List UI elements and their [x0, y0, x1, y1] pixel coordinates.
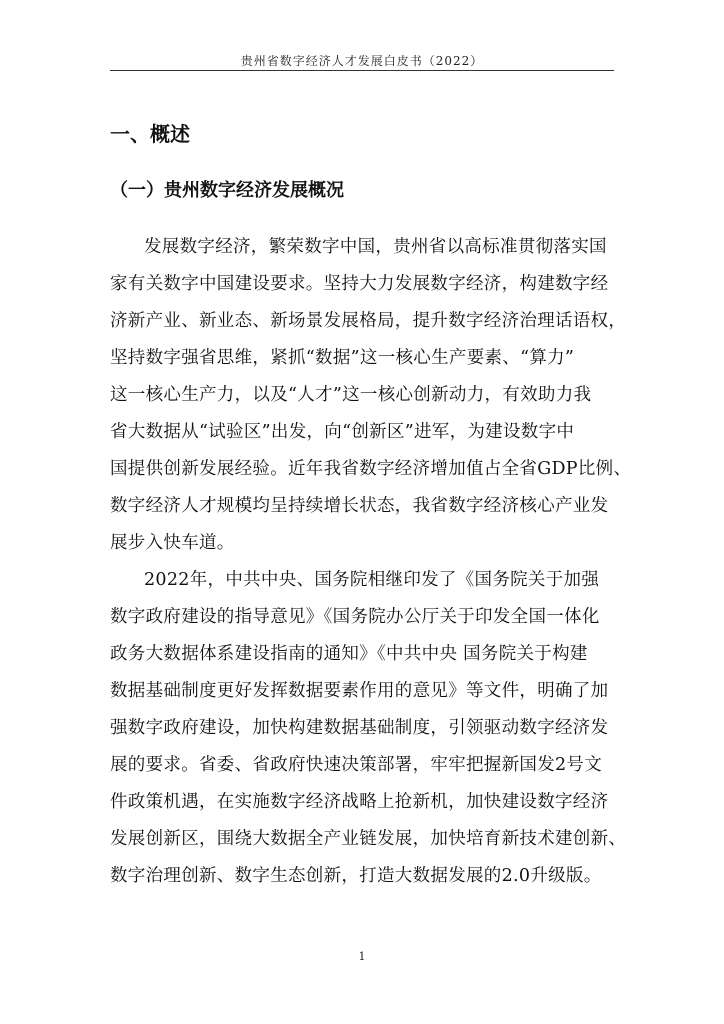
subsection-heading: （一）贵州数字经济发展概况: [110, 180, 344, 201]
paragraph-line: 数字经济人才规模均呈持续增长状态，我省数字经济核心产业发: [110, 496, 609, 516]
paragraph-line: 件政策机遇，在实施数字经济战略上抢新机，加快建设数字经济: [110, 792, 609, 812]
paragraph-line: 展步入快车道。: [110, 533, 235, 553]
paragraph-line: 展的要求。省委、省政府快速决策部署，牢牢把握新国发2号文: [110, 755, 603, 775]
paragraph-line: 发展数字经济，繁荣数字中国，贵州省以高标准贯彻落实国: [144, 237, 607, 257]
paragraph-line: 国提供创新发展经验。近年我省数字经济增加值占全省GDP比例、: [110, 459, 632, 479]
paragraph-line: 坚持数字强省思维，紧抓“数据”这一核心生产要素、“算力”: [110, 348, 575, 368]
section-heading: 一、概述: [110, 122, 190, 146]
paragraph-line: 2022年，中共中央、国务院相继印发了《国务院关于加强: [144, 570, 600, 590]
paragraph-line: 发展创新区，围绕大数据全产业链发展，加快培育新技术建创新、: [110, 829, 627, 849]
paragraph-line: 省大数据从“试验区”出发，向“创新区”进军，为建设数字中: [110, 422, 575, 442]
paragraph-line: 数据基础制度更好发挥数据要素作用的意见》等文件，明确了加: [110, 681, 609, 701]
paragraph-line: 数字治理创新、数字生态创新，打造大数据发展的2.0升级版。: [110, 866, 602, 886]
paragraph-line: 政务大数据体系建设指南的通知》《中共中央 国务院关于构建: [110, 644, 588, 664]
paragraph-line: 强数字政府建设，加快构建数据基础制度，引领驱动数字经济发: [110, 718, 609, 738]
paragraph-line: 这一核心生产力，以及“人才”这一核心创新动力，有效助力我: [110, 385, 592, 405]
paragraph-line: 济新产业、新业态、新场景发展格局，提升数字经济治理话语权，: [110, 311, 627, 331]
paragraph-line: 数字政府建设的指导意见》《国务院办公厅关于印发全国一体化: [110, 607, 600, 627]
page-number: 1: [358, 950, 366, 963]
running-header: 贵州省数字经济人才发展白皮书（2022）: [240, 54, 484, 68]
header-divider: [110, 70, 614, 71]
paragraph-line: 家有关数字中国建设要求。坚持大力发展数字经济，构建数字经: [110, 274, 609, 294]
